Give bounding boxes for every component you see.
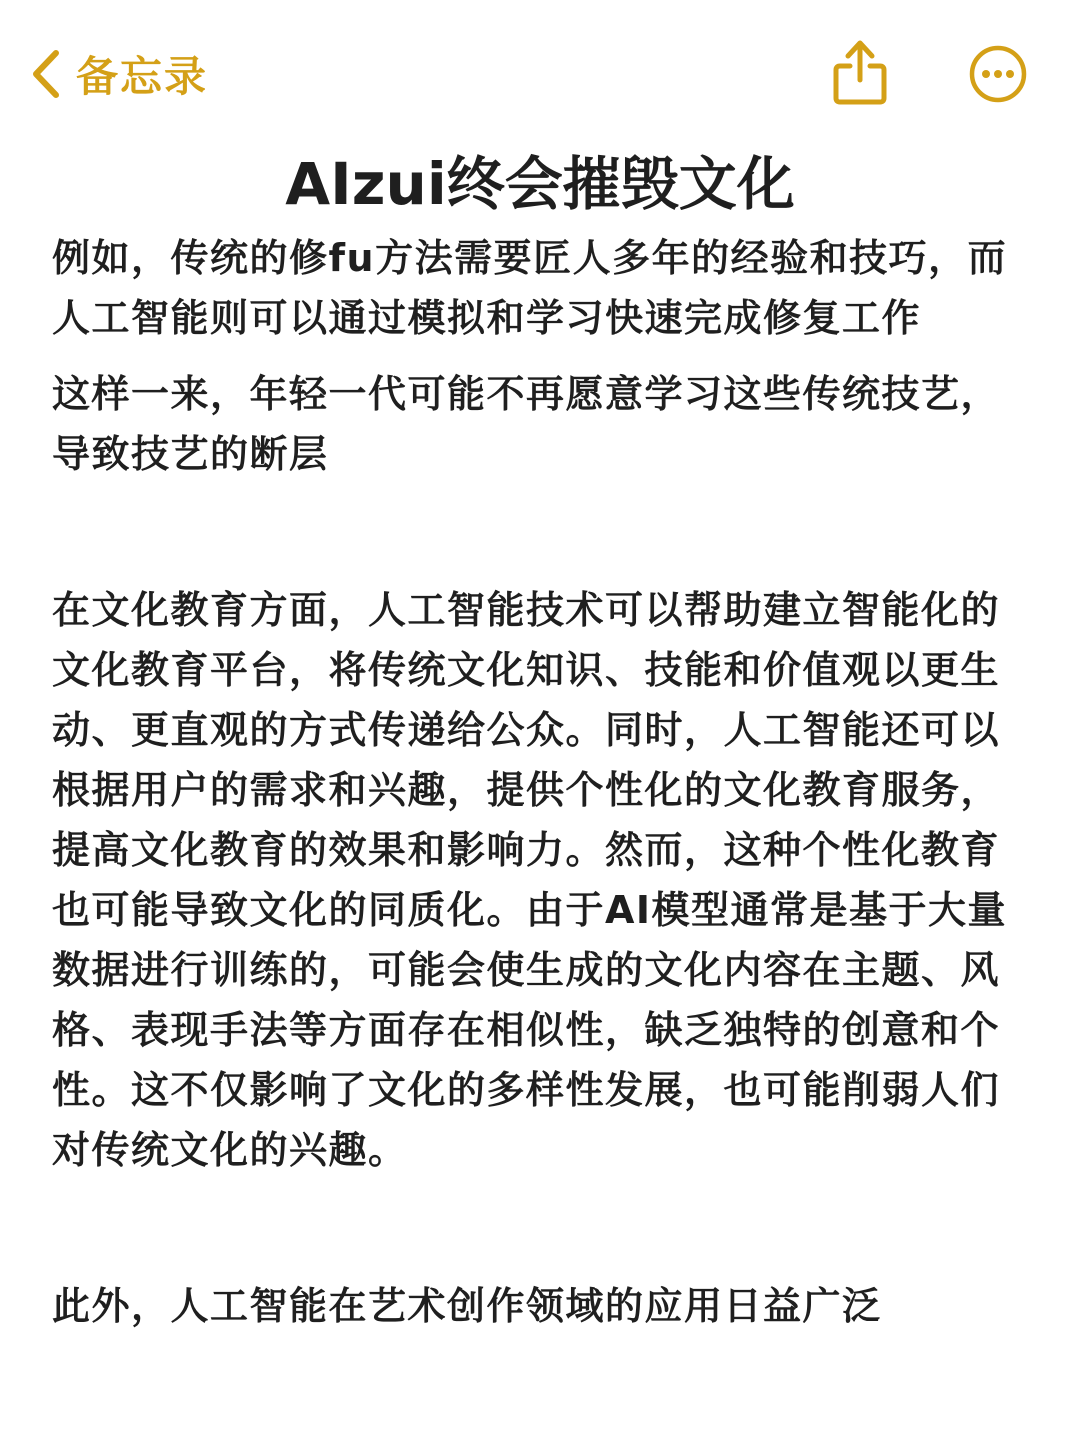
note-paragraph: 这样一来，年轻一代可能不再愿意学习这些传统技艺，导致技艺的断层: [52, 372, 1001, 476]
back-label: 备忘录: [76, 52, 209, 101]
note-title[interactable]: AIzui终会摧毁文化: [285, 150, 795, 218]
more-options-button[interactable]: [968, 44, 1028, 104]
share-icon: [830, 38, 890, 106]
note-paragraph: 例如，传统的修fu方法需要匠人多年的经验和技巧，而人工智能则可以通过模拟和学习快速完成修复工作: [52, 236, 1008, 340]
note-paragraph: 此外，人工智能在艺术创作领域的应用日益广泛: [52, 1284, 882, 1328]
navigation-bar: [0, 0, 1080, 140]
chevron-left-icon: [28, 49, 62, 99]
note-paragraph: 在文化教育方面，人工智能技术可以帮助建立智能化的文化教育平台，将传统文化知识、技能和价值观以更生动、更直观的方式传递给公众。同时，人工智能还可以根据用户的需求和兴趣，提供个性化的文化教育服务，提高文化教育的效果和影响力。然而，这种个性化教育也可能导致文化的同质化。由于AI模型通常是基于大量数据进行训练的，可能会使生成的文化内容在主题、风格、表现手法等方面存在相似性，缺乏独特的创意和个性。这不仅影响了文化的多样性发展，也可能削弱人们对传统文化的兴趣。: [52, 588, 1008, 1172]
share-button[interactable]: [830, 38, 890, 106]
back-button[interactable]: [28, 42, 208, 106]
ellipsis-circle-icon: [968, 44, 1028, 104]
note-body[interactable]: [52, 228, 1032, 1336]
